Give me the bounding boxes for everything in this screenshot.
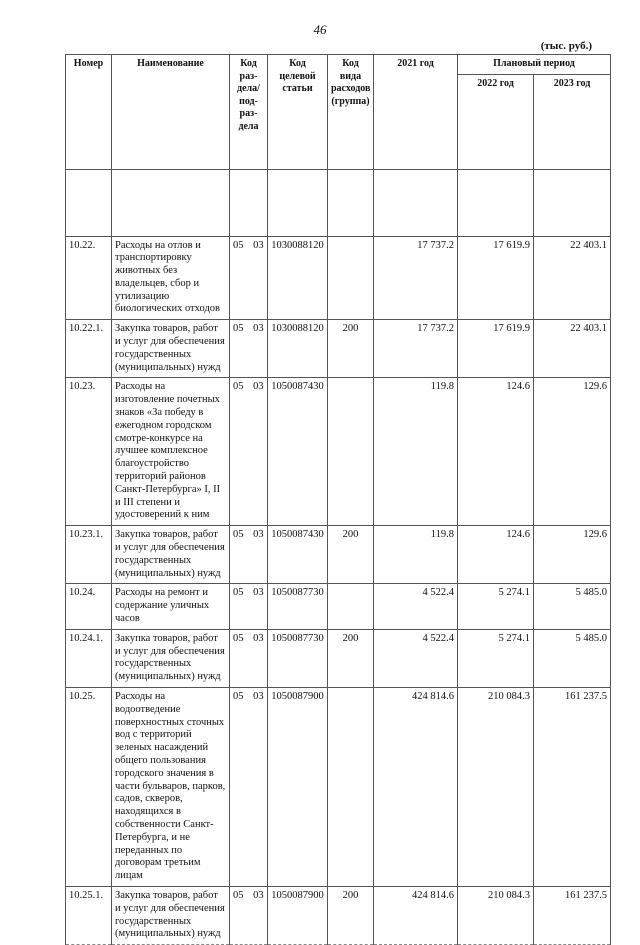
row-vid-rashodov: 200 [328, 886, 374, 944]
header-kod-tselevoy-stati: Код целевой статьи [268, 55, 328, 170]
row-amount-2022: 124.6 [458, 378, 534, 526]
header-kod-vida-rashodov: Код вида расходов (группа) [328, 55, 374, 170]
row-razdel-podrazdel [230, 688, 268, 887]
row-tselevaya-statya: 1050087730 [268, 584, 328, 629]
budget-table [65, 54, 611, 945]
row-amount-2022: 5 274.1 [458, 584, 534, 629]
row-number: 10.24. [66, 584, 112, 629]
row-number: 10.24.1. [66, 629, 112, 687]
row-amount-2023: 22 403.1 [534, 236, 611, 320]
row-razdel: 05 [233, 529, 244, 541]
table-row [66, 629, 611, 687]
table-row [66, 688, 611, 887]
row-amount-2023: 22 403.1 [534, 320, 611, 378]
units-label: (тыс. руб.) [540, 40, 592, 52]
row-razdel-podrazdel [230, 886, 268, 944]
row-name: Расходы на отлов и транспортировку животных без владельцев, сбор и утилизацию биологических отходов [112, 236, 230, 320]
row-number: 10.23. [66, 378, 112, 526]
row-razdel-podrazdel [230, 629, 268, 687]
row-vid-rashodov [328, 584, 374, 629]
table-header [66, 55, 611, 170]
row-podrazdel: 03 [253, 691, 264, 702]
row-amount-2023: 161 237.5 [534, 886, 611, 944]
row-amount-2023: 5 485.0 [534, 584, 611, 629]
row-number: 10.22.1. [66, 320, 112, 378]
row-razdel: 05 [233, 632, 244, 644]
header-planned-period: Плановый период [458, 55, 611, 75]
row-podrazdel: 03 [253, 587, 264, 599]
row-podrazdel: 03 [253, 381, 264, 393]
row-amount-2021: 4 522.4 [374, 584, 458, 629]
row-tselevaya-statya: 1050087430 [268, 378, 328, 526]
row-vid-rashodov [328, 236, 374, 320]
row-amount-2021: 424 814.6 [374, 688, 458, 887]
row-razdel: 05 [233, 323, 244, 335]
row-vid-rashodov: 200 [328, 320, 374, 378]
table-row [66, 236, 611, 320]
row-amount-2021: 424 814.6 [374, 886, 458, 944]
row-number: 10.25. [66, 688, 112, 887]
row-amount-2021: 119.8 [374, 378, 458, 526]
header-nomer: Номер [66, 55, 112, 170]
row-name: Закупка товаров, работ и услуг для обеспечения государственных (муниципальных) нужд [112, 886, 230, 944]
table-row [66, 526, 611, 584]
row-tselevaya-statya: 1030088120 [268, 320, 328, 378]
row-razdel: 05 [233, 889, 244, 901]
row-name: Закупка товаров, работ и услуг для обеспечения государственных (муниципальных) нужд [112, 320, 230, 378]
row-amount-2022: 5 274.1 [458, 629, 534, 687]
row-amount-2022: 17 619.9 [458, 236, 534, 320]
row-amount-2022: 210 084.3 [458, 688, 534, 887]
table-row [66, 886, 611, 944]
row-name: Закупка товаров, работ и услуг для обеспечения государственных (муниципальных) нужд [112, 629, 230, 687]
row-vid-rashodov [328, 688, 374, 887]
row-amount-2023: 5 485.0 [534, 629, 611, 687]
row-amount-2023: 129.6 [534, 526, 611, 584]
header-year-2022: 2022 год [458, 74, 534, 169]
row-tselevaya-statya: 1030088120 [268, 236, 328, 320]
row-amount-2023: 129.6 [534, 378, 611, 526]
row-vid-rashodov: 200 [328, 629, 374, 687]
row-podrazdel: 03 [253, 889, 264, 901]
header-naimenovanie: Наименование [112, 55, 230, 170]
row-podrazdel: 03 [253, 323, 264, 335]
row-tselevaya-statya: 1050087730 [268, 629, 328, 687]
row-amount-2022: 210 084.3 [458, 886, 534, 944]
row-name: Закупка товаров, работ и услуг для обеспечения государственных (муниципальных) нужд [112, 526, 230, 584]
row-amount-2021: 17 737.2 [374, 320, 458, 378]
row-amount-2022: 124.6 [458, 526, 534, 584]
row-razdel: 05 [233, 587, 244, 599]
row-number: 10.25.1. [66, 886, 112, 944]
header-year-2021: 2021 год [374, 55, 458, 170]
row-podrazdel: 03 [253, 239, 264, 251]
header-year-2023: 2023 год [534, 74, 611, 169]
row-tselevaya-statya: 1050087900 [268, 886, 328, 944]
row-amount-2023: 161 237.5 [534, 688, 611, 887]
row-razdel-podrazdel [230, 584, 268, 629]
table-row [66, 320, 611, 378]
row-podrazdel: 03 [253, 529, 264, 541]
row-amount-2021: 4 522.4 [374, 629, 458, 687]
row-tselevaya-statya: 1050087900 [268, 688, 328, 887]
table-row [66, 378, 611, 526]
row-razdel-podrazdel [230, 320, 268, 378]
row-razdel-podrazdel [230, 236, 268, 320]
row-razdel: 05 [233, 381, 244, 393]
row-name: Расходы на ремонт и содержание уличных часов [112, 584, 230, 629]
table-body [66, 169, 611, 945]
row-razdel-podrazdel [230, 378, 268, 526]
row-vid-rashodov [328, 378, 374, 526]
page-number: 46 [313, 22, 327, 37]
row-amount-2021: 119.8 [374, 526, 458, 584]
row-name: Расходы на водоотведение поверхностных сточных вод с территорий зеленых насаждений общего пользования городского значения в части бульваров, парков, садов, скверов, находящихся в собственности Санкт-Петербурга, и не переданных по договорам третьим лицам [112, 688, 230, 887]
header-spacer-row [66, 169, 611, 236]
row-razdel: 05 [233, 239, 244, 251]
row-name: Расходы на изготовление почетных знаков «За победу в ежегодном городском смотре-конкурсе на лучшее комплексное благоустройство территорий районов Санкт-Петербурга» I, II и III степени и удостоверений к ним [112, 378, 230, 526]
table-row [66, 584, 611, 629]
row-podrazdel: 03 [253, 632, 264, 644]
row-amount-2022: 17 619.9 [458, 320, 534, 378]
row-tselevaya-statya: 1050087430 [268, 526, 328, 584]
header-kod-razdela: Код раз-дела/ под-раз-дела [230, 55, 268, 170]
row-razdel: 05 [233, 691, 244, 702]
row-vid-rashodov: 200 [328, 526, 374, 584]
row-razdel-podrazdel [230, 526, 268, 584]
row-number: 10.22. [66, 236, 112, 320]
row-number: 10.23.1. [66, 526, 112, 584]
row-amount-2021: 17 737.2 [374, 236, 458, 320]
